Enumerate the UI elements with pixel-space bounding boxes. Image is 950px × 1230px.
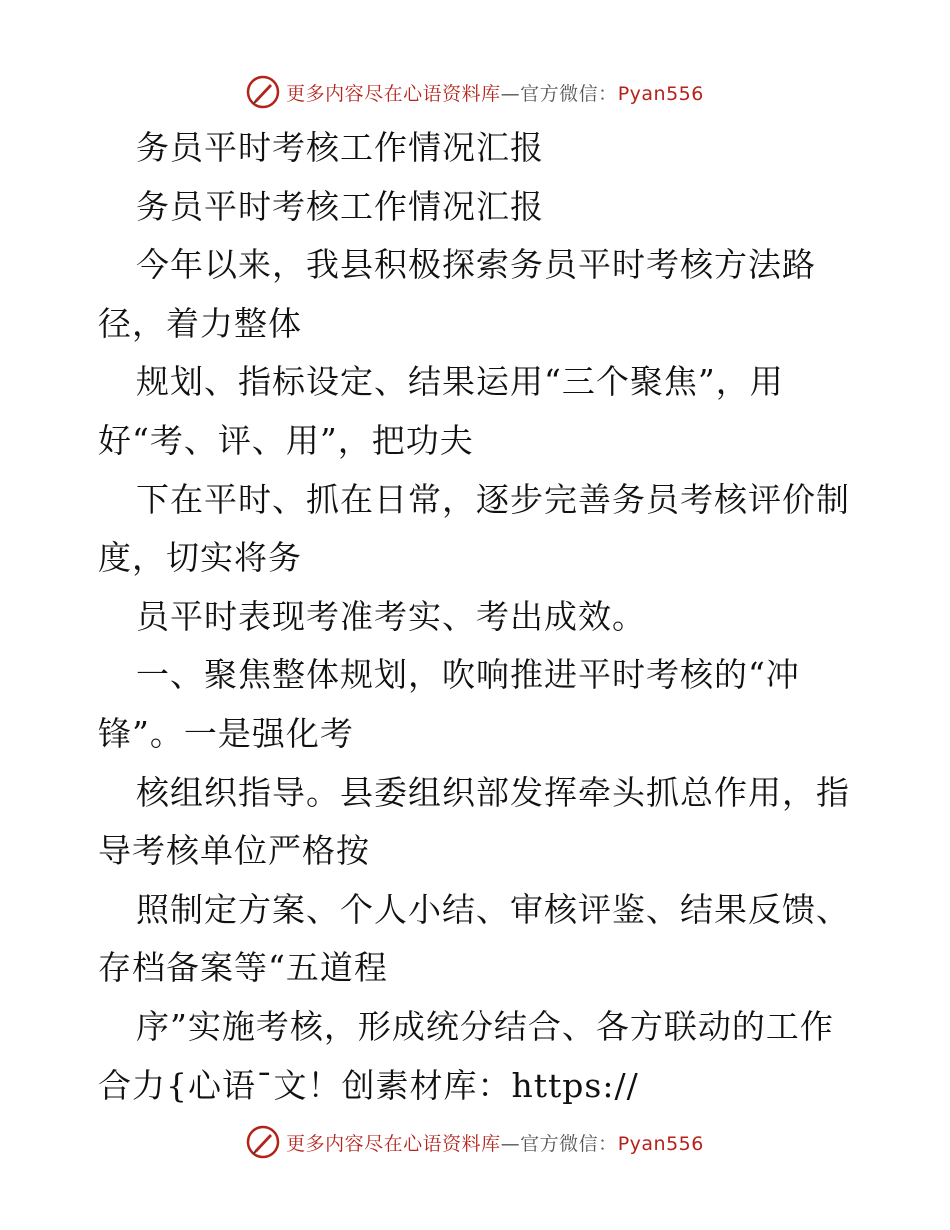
header-banner-slogan: 更多内容尽在心语资料库 bbox=[286, 82, 501, 105]
quill-logo-icon bbox=[246, 1125, 280, 1159]
header-banner-wechat-label: 官方微信： bbox=[520, 82, 618, 105]
paragraph-line: 锋”。一是强化考 bbox=[98, 713, 354, 753]
header-banner-dash: — bbox=[500, 82, 521, 105]
paragraph-line: 员平时表现考准考实、考出成效。 bbox=[136, 596, 646, 636]
paragraph-line: 存档备案等“五道程 bbox=[98, 948, 388, 988]
paragraph-line: 好“考、评、用”，把功夫 bbox=[98, 420, 474, 460]
footer-banner-text bbox=[286, 1129, 704, 1156]
paragraph-line: 核组织指导。县委组织部发挥牵头抓总作用，指 bbox=[136, 772, 850, 812]
header-banner-wechat-id: Pyan556 bbox=[617, 82, 704, 105]
paragraph-line: 照制定方案、个人小结、审核评鉴、结果反馈、 bbox=[136, 889, 850, 929]
paragraph-line: 今年以来，我县积极探索务员平时考核方法路 bbox=[136, 245, 816, 285]
header-banner-text bbox=[286, 79, 704, 106]
document-body bbox=[98, 119, 858, 1115]
paragraph-line: 一、聚焦整体规划，吹响推进平时考核的“冲 bbox=[136, 655, 800, 695]
footer-banner-slogan: 更多内容尽在心语资料库 bbox=[286, 1132, 501, 1155]
footer-banner-dash: — bbox=[500, 1132, 521, 1155]
paragraph-line: 合力{心语¯文！创素材库：https:// bbox=[98, 1065, 639, 1105]
quill-logo-icon bbox=[246, 75, 280, 109]
footer-banner-wechat-id: Pyan556 bbox=[617, 1132, 704, 1155]
doc-title-line: 务员平时考核工作情况汇报 bbox=[136, 186, 544, 226]
footer-banner bbox=[0, 1122, 950, 1162]
paragraph-line: 度，切实将务 bbox=[98, 538, 302, 578]
doc-title-line: 务员平时考核工作情况汇报 bbox=[136, 128, 544, 167]
paragraph-line: 规划、指标设定、结果运用“三个聚焦”，用 bbox=[136, 362, 784, 402]
paragraph-line: 导考核单位严格按 bbox=[98, 831, 370, 871]
paragraph-line: 序”实施考核，形成统分结合、各方联动的工作 bbox=[136, 1006, 834, 1046]
paragraph-line: 下在平时、抓在日常，逐步完善务员考核评价制 bbox=[136, 479, 850, 519]
footer-banner-wechat-label: 官方微信： bbox=[520, 1132, 618, 1155]
header-banner bbox=[0, 72, 950, 112]
paragraph-line: 径，着力整体 bbox=[98, 303, 302, 343]
